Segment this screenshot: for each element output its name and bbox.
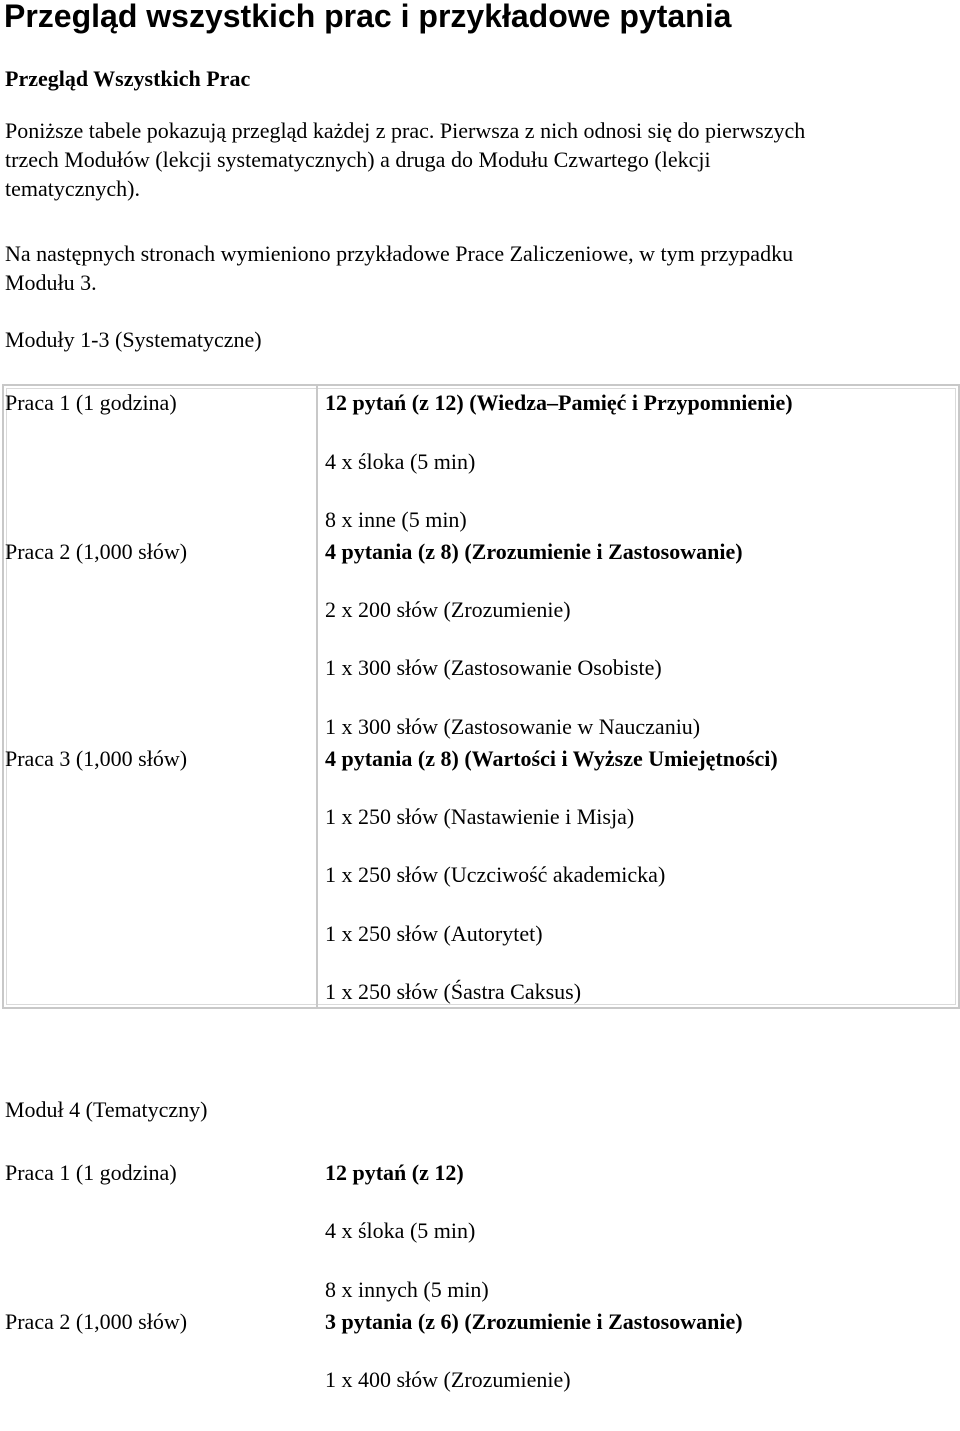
page-title: Przegląd wszystkich prac i przykładowe pytania — [4, 0, 732, 34]
table1-row1-item: 4 x śloka (5 min) — [325, 449, 476, 474]
table1-row2-work: Praca 2 (1,000 słów) — [5, 539, 188, 564]
table1-column-divider — [316, 384, 318, 1009]
paragraph-line: Poniższe tabele pokazują przegląd każdej z prac. Pierwsza z nich odnosi się do pierwszych — [5, 118, 806, 143]
table1-row2-heading: 4 pytania (z 8) (Zrozumienie i Zastosowanie) — [325, 539, 743, 564]
table1-row2-item: 1 x 300 słów (Zastosowanie w Nauczaniu) — [325, 714, 701, 739]
paragraph-line: trzech Modułów (lekcji systematycznych) a druga do Modułu Czwartego (lekcji — [5, 147, 711, 172]
paragraph-line: tematycznych). — [5, 176, 140, 201]
table2-row2-work: Praca 2 (1,000 słów) — [5, 1309, 188, 1334]
paragraph-line: Modułu 3. — [5, 270, 97, 295]
table1-row2-item: 1 x 300 słów (Zastosowanie Osobiste) — [325, 655, 662, 680]
table1-row1-heading: 12 pytań (z 12) (Wiedza–Pamięć i Przypomnienie) — [325, 390, 793, 415]
table2-row1-work: Praca 1 (1 godzina) — [5, 1160, 177, 1185]
table1-row3-heading: 4 pytania (z 8) (Wartości i Wyższe Umiejętności) — [325, 746, 778, 771]
table1-row1-work: Praca 1 (1 godzina) — [5, 390, 177, 415]
table1-row3-item: 1 x 250 słów (Nastawienie i Misja) — [325, 804, 635, 829]
table2-row2-item: 1 x 400 słów (Zrozumienie) — [325, 1367, 571, 1392]
table2-row2-heading: 3 pytania (z 6) (Zrozumienie i Zastosowanie) — [325, 1309, 743, 1334]
table2-label: Moduł 4 (Tematyczny) — [5, 1097, 208, 1122]
table2-row1-item: 4 x śloka (5 min) — [325, 1218, 476, 1243]
table2-row1-heading: 12 pytań (z 12) — [325, 1160, 464, 1185]
table1-row3-item: 1 x 250 słów (Uczciwość akademicka) — [325, 862, 666, 887]
next-pages-paragraph — [5, 239, 793, 297]
table1-inner-frame — [6, 388, 956, 1005]
table1-row3-work: Praca 3 (1,000 słów) — [5, 746, 188, 771]
table1-row1-item: 8 x inne (5 min) — [325, 507, 467, 532]
table1-row3-item: 1 x 250 słów (Autorytet) — [325, 921, 543, 946]
table1-row3-item: 1 x 250 słów (Śastra Caksus) — [325, 979, 582, 1004]
table1-label: Moduły 1-3 (Systematyczne) — [5, 327, 262, 352]
paragraph-line: Na następnych stronach wymieniono przykładowe Prace Zaliczeniowe, w tym przypadku — [5, 241, 794, 266]
intro-paragraph — [5, 116, 805, 203]
table2-row1-item: 8 x innych (5 min) — [325, 1277, 489, 1302]
section-heading: Przegląd Wszystkich Prac — [5, 66, 251, 91]
table1-row2-item: 2 x 200 słów (Zrozumienie) — [325, 597, 571, 622]
